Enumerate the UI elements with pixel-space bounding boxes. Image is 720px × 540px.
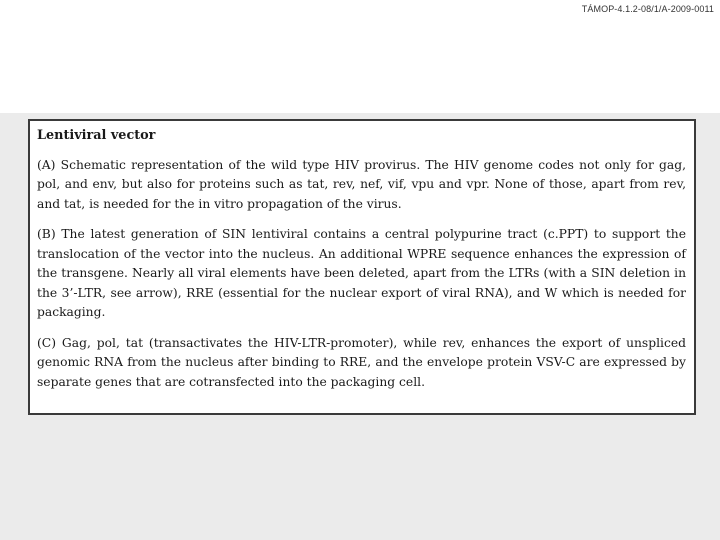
- paragraph-b: (B) The latest generation of SIN lentiviral contains a central polypurine tract (c.PPT) to support the translocation of the vector into the nucleus. An additional WPRE sequence enhances the expression of the transgene. Nearly all viral elements have been deleted, apart from the LTRs (with a SIN deletion in the 3’-LTR, see arrow), RRE (essential for the nuclear export of viral RNA), and W which is needed for packaging.: [37, 227, 686, 319]
- paragraph-c: (C) Gag, pol, tat (transactivates the HIV-LTR-promoter), while rev, enhances the export of unspliced genomic RNA from the nucleus after binding to RRE, and the envelope protein VSV-C are expressed by separate genes that are cotransfected into the packaging cell.: [37, 335, 686, 389]
- paragraph-a: (A) Schematic representation of the wild type HIV provirus. The HIV genome codes not only for gag, pol, and env, but also for proteins such as tat, rev, nef, vif, vpu and vpr. None of those, apart from rev, and tat, is needed for the in vitro propagation of the virus.: [37, 157, 686, 211]
- box-title: Lentiviral vector: [37, 128, 156, 143]
- description-text-box: [28, 119, 696, 415]
- document-reference-code: TÁMOP-4.1.2-08/1/A-2009-0011: [581, 4, 714, 14]
